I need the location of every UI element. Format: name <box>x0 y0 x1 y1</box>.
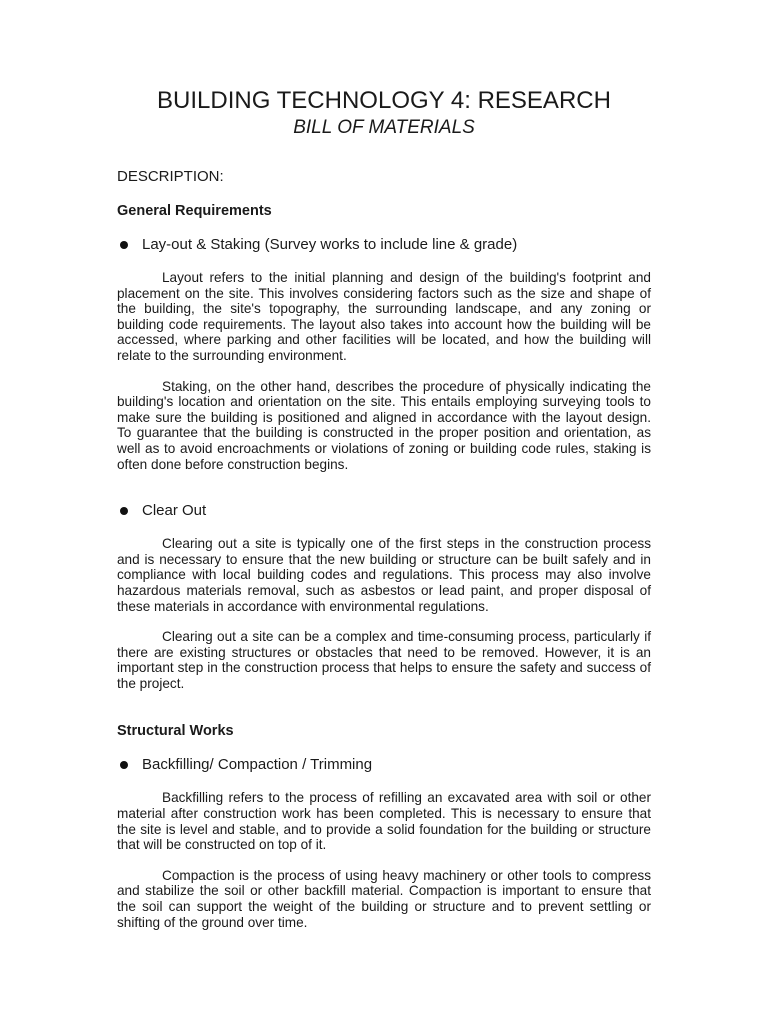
bullet-label: Backfilling/ Compaction / Trimming <box>142 756 373 774</box>
bullet-label: Lay-out & Staking (Survey works to include line & grade) <box>142 236 518 253</box>
description-label: DESCRIPTION: <box>117 168 224 185</box>
paragraph-backfilling: Backfilling refers to the process of refilling an excavated area with soil or other material after construction work has been completed. This is necessary to ensure that the site is level and stable, and to provide a solid foundation for the building or structure that will be constructed on top of it. <box>117 790 651 853</box>
bullet-label: Clear Out <box>142 502 207 520</box>
document-page <box>117 86 651 930</box>
bullet-clear-out <box>117 502 651 520</box>
paragraph-clearing: Clearing out a site is typically one of the first steps in the construction process and is necessary to ensure that the new building or structure can be built safely and in compliance with local building codes and regulations. This process may also involve hazardous materials removal, such as asbestos or lead paint, and proper disposal of these materials in accordance with environmental regulations. <box>117 536 651 614</box>
paragraph-clearing-complex: Clearing out a site can be a complex and time-consuming process, particularly if there are existing structures or obstacles that need to be removed. However, it is an important step in the construction process that helps to ensure the safety and success of the project. <box>117 629 651 691</box>
bullet-layout-staking <box>117 236 651 254</box>
section-heading-general: General Requirements <box>117 203 272 219</box>
document-subtitle: BILL OF MATERIALS <box>293 117 475 138</box>
document-title: BUILDING TECHNOLOGY 4: RESEARCH <box>157 87 611 114</box>
bullet-dot-icon <box>120 241 128 249</box>
section-heading-structural: Structural Works <box>117 723 234 740</box>
bullet-dot-icon <box>120 761 128 769</box>
paragraph-layout: Layout refers to the initial planning and design of the building's footprint and placement on the site. This involves considering factors such as the size and shape of the building, the site's topography, the surrounding landscape, and any zoning or building code requirements. The layout also takes into account how the building will be accessed, where parking and other facilities will be located, and how the building will relate to the surrounding environment. <box>117 270 651 363</box>
bullet-dot-icon <box>120 507 128 515</box>
paragraph-staking: Staking, on the other hand, describes the procedure of physically indicating the building's location and orientation on the site. This entails employing surveying tools to make sure the building is positioned and aligned in accordance with the layout design. To guarantee that the building is constructed in the proper position and orientation, as well as to avoid encroachments or violations of zoning or building code rules, staking is often done before construction begins. <box>117 378 651 472</box>
bullet-backfilling <box>117 756 651 774</box>
paragraph-compaction: Compaction is the process of using heavy machinery or other tools to compress and stabilize the soil or other backfill material. Compaction is important to ensure that the soil can support the weight of the building or structure and to prevent settling or shifting of the ground over time. <box>117 867 651 930</box>
